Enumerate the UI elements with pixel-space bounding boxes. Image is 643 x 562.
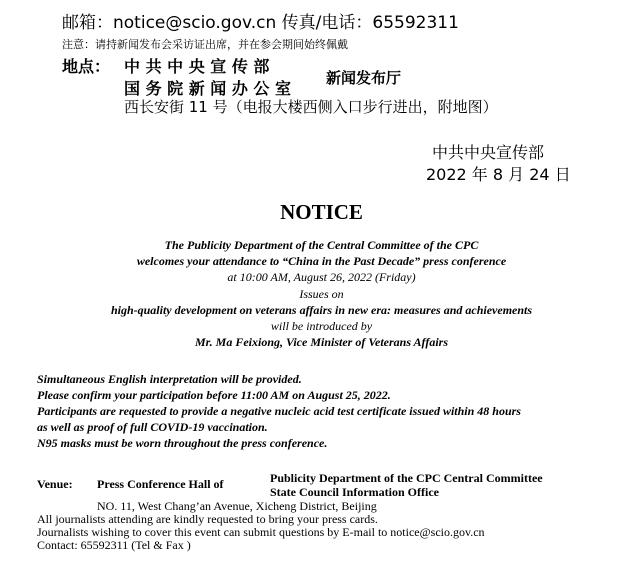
location-org2: 国 务 院 新 闻 办 公 室 — [124, 79, 291, 98]
instruction-3: Participants are requested to provide a negative nucleic acid test certificate issued within 48 hours — [37, 404, 521, 418]
venue-org-2: State Council Information Office — [270, 485, 439, 499]
location-org1: 中 共 中 央 宣 传 部 — [124, 57, 270, 76]
date-cn: 2022 年 8 月 24 日 — [426, 165, 571, 184]
note-line: 注意：请持新闻发布会采访证出席，并在参会期间始终佩戴 — [62, 38, 348, 51]
instruction-5: N95 masks must be worn throughout the press conference. — [37, 436, 328, 450]
contact-note: Contact: 65592311 (Tel & Fax ) — [37, 538, 191, 552]
questions-note: Journalists wishing to cover this event can submit questions by E-mail to notice@scio.gov.cn — [37, 525, 485, 539]
venue-address: NO. 11, West Chang’an Avenue, Xicheng District, Beijing — [97, 499, 377, 513]
notice-title: NOTICE — [280, 200, 363, 224]
location-label: 地点： — [62, 57, 111, 76]
notice-line-6: will be introduced by — [270, 319, 373, 333]
location-hall: 新闻发布厅 — [326, 69, 402, 87]
notice-line-4: Issues on — [299, 287, 344, 301]
venue-hall: Press Conference Hall of — [97, 477, 224, 491]
notice-line-5: high-quality development on veterans affairs in new era: measures and achievements — [110, 303, 533, 317]
journalists-note: All journalists attending are kindly requested to bring your press cards. — [37, 512, 378, 526]
instruction-4: as well as proof of full COVID-19 vaccination. — [37, 420, 268, 434]
notice-line-2: welcomes your attendance to “China in the Past Decade” press conference — [136, 254, 507, 268]
instruction-1: Simultaneous English interpretation will be provided. — [37, 372, 302, 386]
notice-line-3: at 10:00 AM, August 26, 2022 (Friday) — [227, 270, 416, 284]
venue-label: Venue: — [37, 477, 73, 491]
venue-org-1: Publicity Department of the CPC Central Committee — [270, 471, 543, 485]
contact-line: 邮箱：notice@scio.gov.cn 传真/电话：65592311 — [62, 13, 459, 33]
notice-line-1: The Publicity Department of the Central Committee of the CPC — [164, 238, 479, 252]
issuer: 中共中央宣传部 — [432, 143, 545, 162]
instruction-2: Please confirm your participation before 11:00 AM on August 25, 2022. — [37, 388, 391, 402]
notice-line-7: Mr. Ma Feixiong, Vice Minister of Veterans Affairs — [194, 335, 449, 349]
location-address: 西长安街 11 号（电报大楼西侧入口步行进出，附地图） — [124, 98, 498, 116]
